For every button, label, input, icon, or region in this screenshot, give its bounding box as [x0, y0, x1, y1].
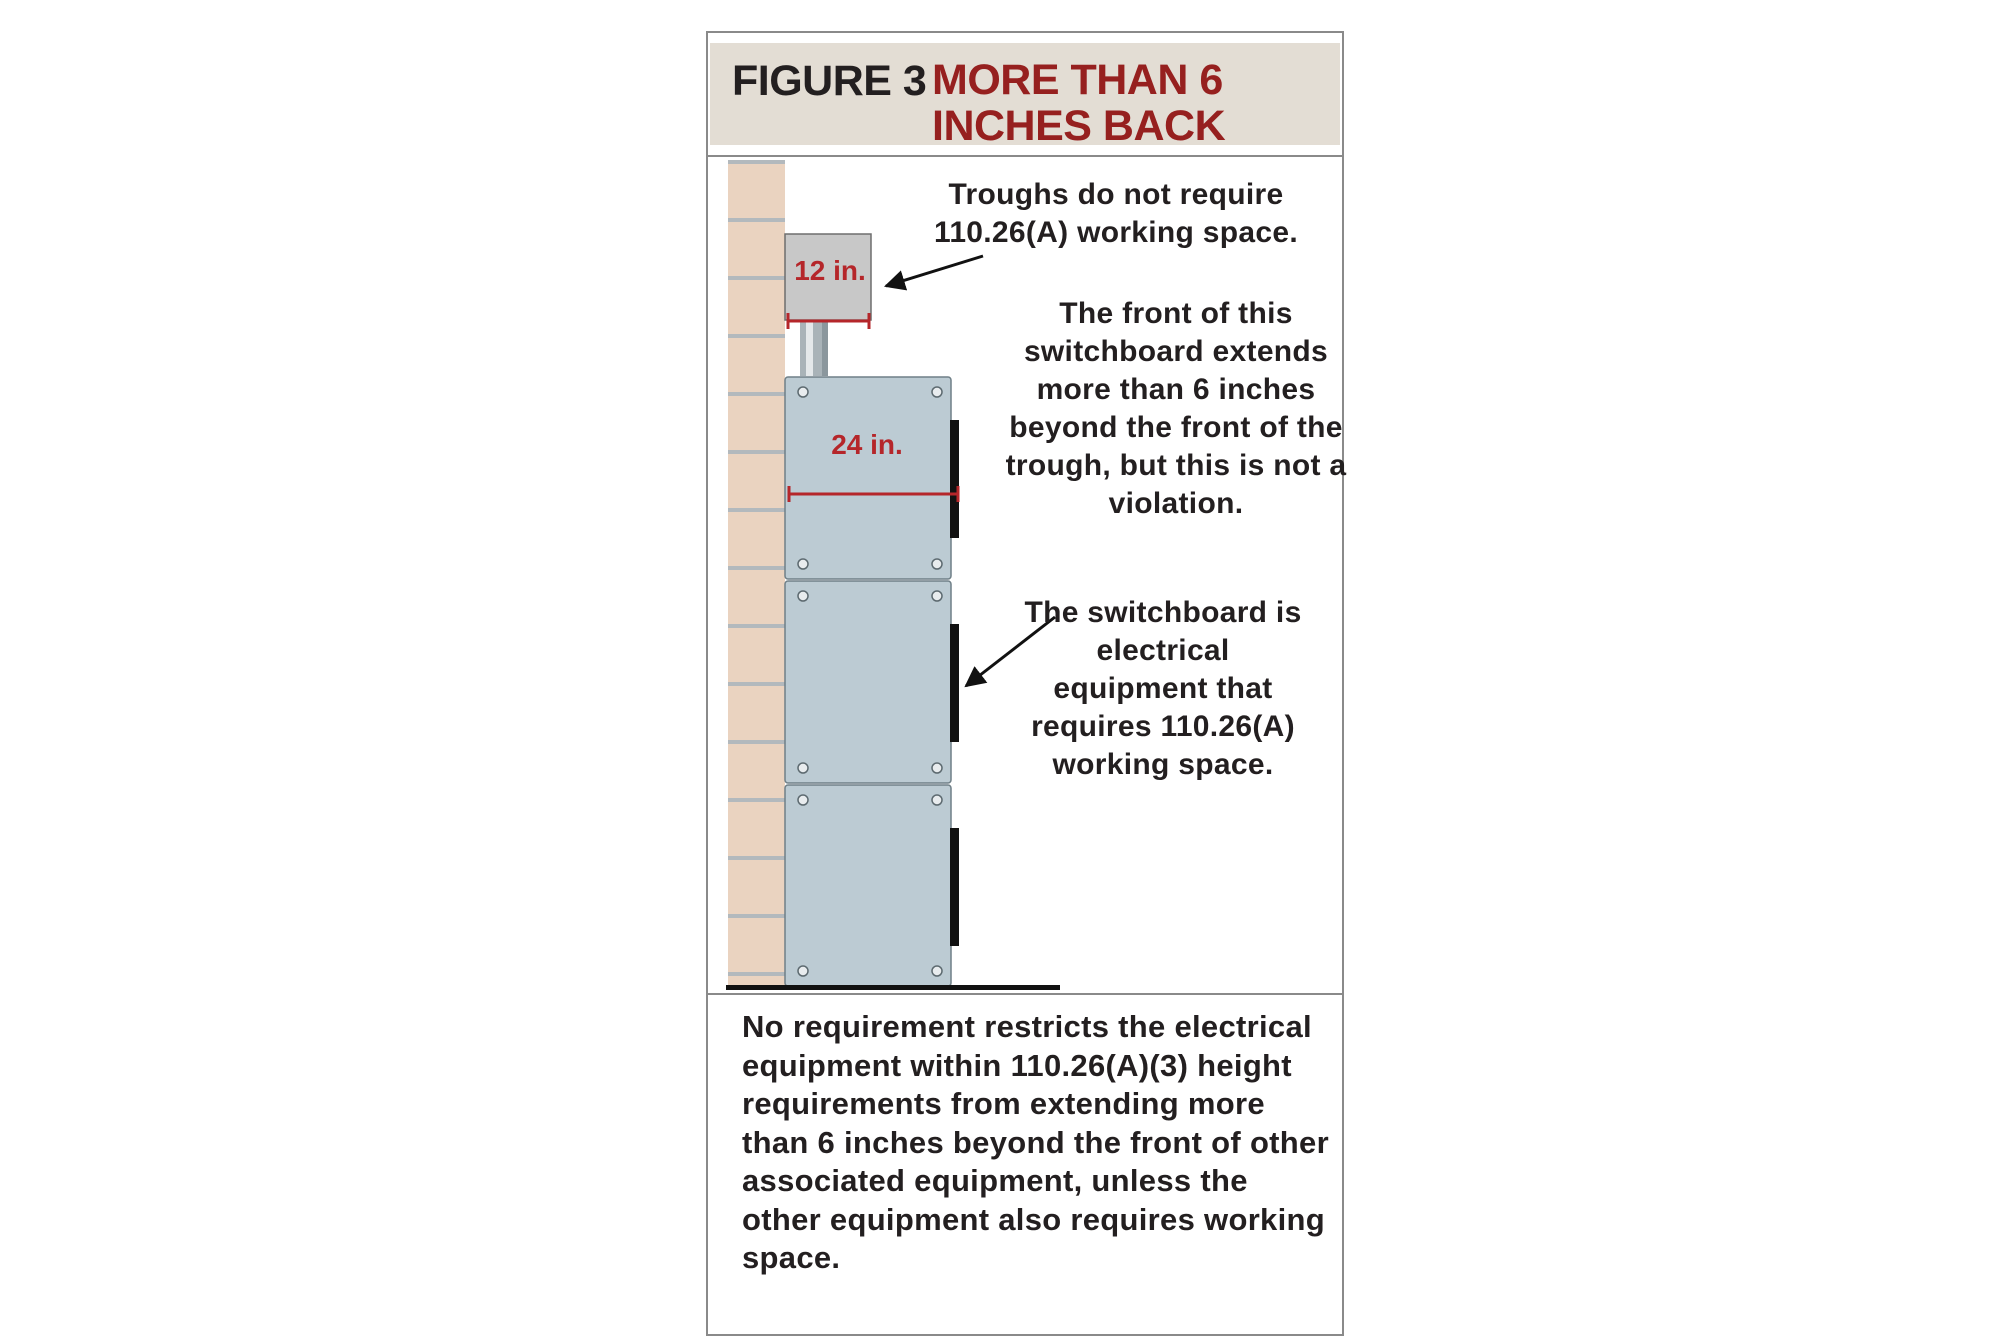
- screw-icon: [798, 387, 808, 397]
- mortar-line: [728, 334, 785, 338]
- mortar-line: [728, 740, 785, 744]
- screw-icon: [932, 966, 942, 976]
- switchboard-section-bottom: [785, 785, 951, 986]
- screw-icon: [932, 591, 942, 601]
- mortar-line: [728, 856, 785, 860]
- screw-icon: [798, 559, 808, 569]
- floor-line: [726, 985, 1060, 990]
- mortar-line: [728, 682, 785, 686]
- screw-icon: [932, 387, 942, 397]
- conduit: [800, 320, 828, 376]
- switchboard-dimension-label: 24 in.: [831, 429, 903, 460]
- screw-icon: [798, 966, 808, 976]
- mortar-line: [728, 914, 785, 918]
- screw-icon: [932, 559, 942, 569]
- screw-icon: [798, 591, 808, 601]
- figure-label: FIGURE 3: [732, 57, 927, 105]
- switchboard-section-top: [785, 377, 951, 579]
- figure-caption: No requirement restricts the electrical equipment within 110.26(A)(3) height requirements from extending more than 6 inches beyond the front of other associated equipment, unless the other equipment also requires working space.: [742, 1009, 1329, 1275]
- screw-icon: [932, 795, 942, 805]
- mortar-line: [728, 972, 785, 976]
- trough-dimension-label: 12 in.: [794, 255, 866, 286]
- mortar-line: [728, 218, 785, 222]
- switchboard-section-middle: [785, 581, 951, 783]
- trough-callout: Troughs do not require 110.26(A) working space.: [933, 178, 1299, 249]
- trough-arrow: [886, 256, 983, 286]
- mortar-line: [728, 276, 785, 280]
- screw-icon: [932, 763, 942, 773]
- switchboard: [785, 377, 959, 986]
- screw-icon: [798, 763, 808, 773]
- screw-icon: [798, 795, 808, 805]
- switchboard-callout: The switchboard is electrical equipment that requires 110.26(A) working space.: [1024, 596, 1302, 781]
- door-handle: [950, 420, 959, 538]
- mortar-line: [728, 392, 785, 396]
- mortar-line: [728, 624, 785, 628]
- mortar-line: [728, 450, 785, 454]
- mortar-line: [728, 160, 785, 164]
- brick-wall: [728, 160, 785, 986]
- mortar-line: [728, 798, 785, 802]
- front-extension-callout: The front of this switchboard extends more than 6 inches beyond the front of the trough, but this is not a violation.: [1005, 297, 1347, 520]
- mortar-line: [728, 508, 785, 512]
- mortar-line: [728, 566, 785, 570]
- door-handle: [950, 828, 959, 946]
- door-handle: [950, 624, 959, 742]
- figure-title: MORE THAN 6 INCHES BACK: [932, 56, 1226, 150]
